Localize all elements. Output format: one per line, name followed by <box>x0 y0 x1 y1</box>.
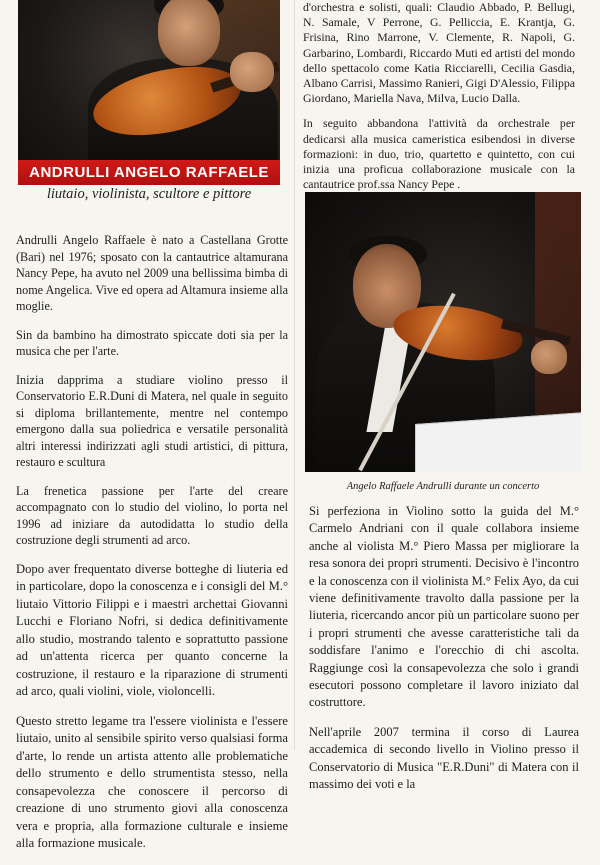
concert-photo <box>305 192 581 472</box>
paragraph: Sin da bambino ha dimostrato spiccate doti sia per la musica che per l'arte. <box>16 327 288 358</box>
paragraph: d'orchestra e solisti, quali: Claudio Abbado, P. Bellugi, N. Samale, V Perrone, G. Pelliccia, E. Krantja, G. Frisina, Rino Marrone, V. Clemente, R. Napoli, G. Garbarino, Lombardi, Riccardo Muti ed artisti del mondo dello spettacolo come Katia Ricciarelli, Cecilia Gasdia, Albano Carrisi, Massimo Ranieri, Gigi D'Alessio, Filippa Giordano, Mariella Nava, Milva, Lucio Dalla. <box>303 0 575 106</box>
paragraph: Nell'aprile 2007 termina il corso di Laurea accademica di secondo livello in Violino presso il Conservatorio di Musica "E.R.Duni" di Matera con il massimo dei voti e la <box>309 724 579 792</box>
paragraph: Andrulli Angelo Raffaele è nato a Castellana Grotte (Bari) nel 1976; sposato con la cantautrice altamurana Nancy Pepe, ha avuto nel 2009 una bellissima bimba di nome Angelica. Vive ed opera ad Altamura insieme alla moglie. <box>16 233 288 313</box>
paragraph: Questo stretto legame tra l'essere violinista e l'essere liutaio, unito al sensibile spirito verso qualsiasi forma d'arte, lo rende un artista attento alle problematiche dello strumento e dello strumentista stesso, nella consapevolezza che conoscere il percorso di creazione di uno strumento giovi alla conoscenza vera e propria, alla formazione culturale e insieme alla formazione musicale. <box>16 713 288 850</box>
paragraph: Inizia dapprima a studiare violino presso il Conservatorio E.R.Duni di Matera, nel quale in seguito si diploma brillantemente, mentre nel contempo emergono dalla sua poliedrica e versatile personalità altri interessi indirizzati agli studi artistici, di pittura, restauro e scultura <box>16 372 288 469</box>
paragraph: In seguito abbandona l'attività da orchestrale per dedicarsi alla musica cameristica esibendosi in diverse formazioni: in duo, trio, quartetto e quintetto, con cui inizia una proficua collaborazione musicale con la cantautrice prof.ssa Nancy Pepe . <box>303 116 575 192</box>
right-column-top <box>303 0 575 202</box>
paragraph: Dopo aver frequentato diverse botteghe di liuteria ed in particolare, dopo la conoscenza e i consigli del M.° liutaio Vittorio Filippi e i maestri archettai Giovanni Lucchi e Floriano Nofri, si dedica definitivamente allo studio, mostrando talento e soprattutto passione ad un'attenta ricerca per quanto concerne la costruzione, il restauro e la riparazione di strumenti ad arco, quali violini, viole, violoncelli. <box>16 561 288 698</box>
portrait-photo <box>18 0 280 160</box>
photo-figure-hand <box>531 340 567 374</box>
photo-caption: Angelo Raffaele Andrulli durante un concerto <box>346 481 540 492</box>
photo-figure-hand <box>230 52 274 92</box>
right-column-bottom <box>309 503 579 806</box>
column-divider <box>294 0 295 750</box>
name-banner: ANDRULLI ANGELO RAFFAELE <box>18 160 280 185</box>
left-column <box>16 232 288 865</box>
subtitle: liutaio, violinista, scultore e pittore <box>46 186 252 202</box>
paragraph: La frenetica passione per l'arte del creare accompagnato con lo studio del violino, lo porta nel 1996 ad iniziare da autodidatta lo studio della costruzione degli strumenti ad arco. <box>16 483 288 547</box>
paragraph: Si perfeziona in Violino sotto la guida del M.° Carmelo Andriani con il quale collabora insieme anche al violista M.° Piero Massa per migliorare la resa sonora dei propri strumenti. Decisivo è l'incontro e la conoscenza con il violinista M.° Felix Ayo, da cui viene definitivamente travolto dalla passione per la liuteria, ricercando ancor più un particolare suono per i propri strumenti che avesse caratteristiche tali da soddisfare l'animo e l'orecchio di chi ascolta. Raggiunge così la consapevolezza che solo i grandi esecutori possono completare il lavoro iniziato dal costruttore. <box>309 504 579 710</box>
photo-figure-head <box>158 0 220 66</box>
